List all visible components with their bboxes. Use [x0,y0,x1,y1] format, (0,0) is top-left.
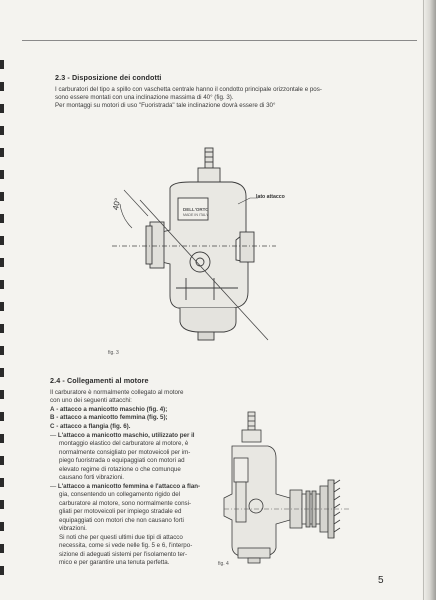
callout-lato-attacco: lato attacco [256,194,285,200]
note-line-2: sizione di adeguati sistemi per l'isolamento ter- [59,550,188,558]
list-text: - attacco a manicotto femmina (fig. 5); [56,414,168,422]
dash1-line-5: causano forti vibrazioni. [59,474,125,482]
section-2-3-para1-line2: sono essere montati con una inclinazione massima di 40° (fig. 3). [55,94,234,101]
fig-3-caption: fig. 3 [108,350,119,356]
dash2-line-1: gia, consentendo un collegamento rigido del [59,491,181,499]
dash2-line-0: L'attacco a manicotto femmina e l'attacco a flan- [57,483,201,490]
fig-4-caption: fig. 4 [218,561,229,567]
dash1-line-4: elevato regime di rotazione o che comunque [59,465,181,473]
note-line-0: Si noti che per questi ultimi due tipi di attacco [59,534,183,541]
dash1-line-1: montaggio elastico del carburatore al motore, è [59,440,189,448]
carburetor-stamp-line1: DELL'ORTO [183,207,209,212]
intro-line: Il carburatore è normalmente collegato al motore [50,389,184,396]
dash2-line-2: carburatore al motore, sono normalmente consi- [59,499,192,507]
list-letter: B [50,414,55,422]
page-number: 5 [378,575,384,586]
dash2-line-4: equipaggiati con motori che non causano forti [59,516,184,524]
list-letter: A [50,406,55,413]
intro-line: con uno dei seguenti attacchi: [50,397,132,405]
list-text: - attacco a flangia (fig. 6). [56,422,131,430]
dash2-line-5: vibrazioni. [59,525,87,533]
dash2-line-3: gliati per motoveicoli per impiego stradale ed [59,508,182,516]
note-line-3: mico e per garantire una tenuta perfetta. [59,559,170,567]
angle-label: 40° [111,197,123,211]
carburetor-stamp-line2: MADE IN ITALY [183,213,209,217]
dash1-line-2: normalmente consigliato per motoveicoli per im- [59,448,191,456]
dash1-line-3: piego fuoristrada o equipaggiati con motori ad [59,457,185,465]
list-letter: C [50,422,55,430]
dash-line: — L'attacco a manicotto femmina e l'attacco a flan- [50,483,201,490]
dash-line: — L'attacco a manicotto maschio, utilizzato per il [50,432,195,439]
section-2-3-para2: Per montaggi su motori di uso "Fuoristrada" tale inclinazione dovrà essere di 30° [55,102,276,109]
section-2-3-heading: 2.3 - Disposizione dei condotti [55,73,162,82]
section-2-3-para1-line1: I carburatori del tipo a spillo con vaschetta centrale hanno il condotto principale orizzontale e pos- [55,86,322,93]
section-2-4-heading: 2.4 - Collegamenti al motore [50,376,149,385]
dash1-line-0: L'attacco a manicotto maschio, utilizzato per il [57,432,195,439]
list-text: - attacco a manicotto maschio (fig. 4); [56,406,168,413]
note-line-1: necessita, come si vede nelle fig. 5 e 6, l'interpo- [59,542,193,550]
